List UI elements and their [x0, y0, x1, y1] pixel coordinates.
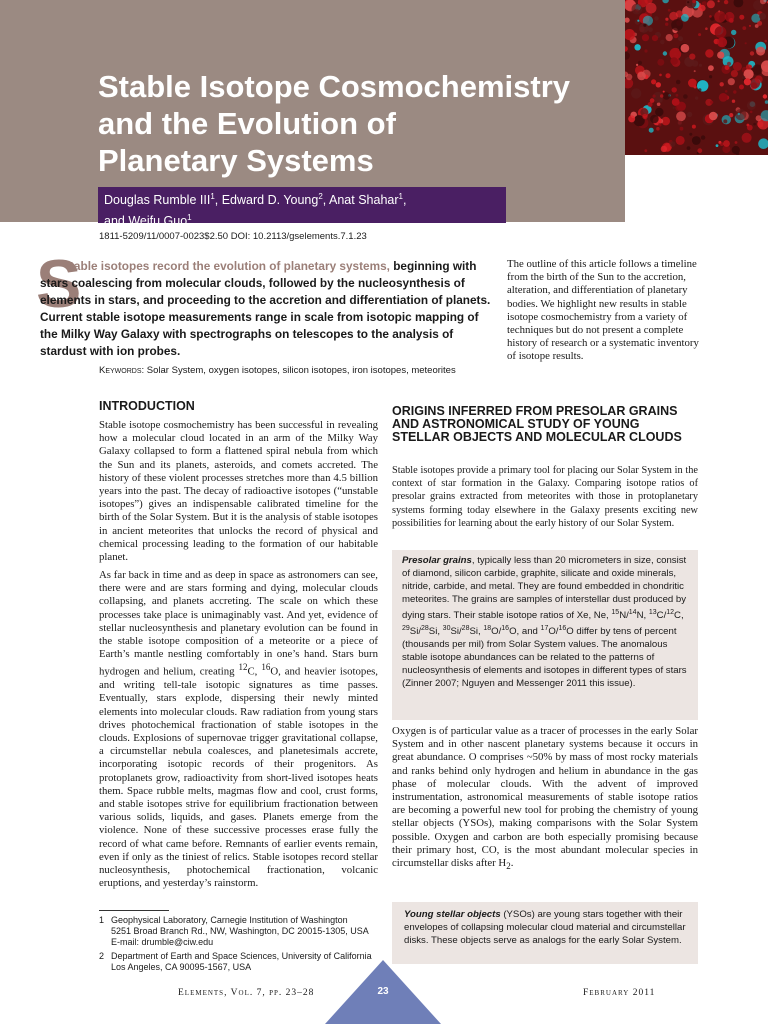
micrograph-speck	[718, 0, 720, 2]
micrograph-speck	[637, 20, 639, 22]
micrograph-speck	[681, 14, 689, 22]
page-number: 23	[377, 986, 389, 997]
isotope-ratio	[402, 626, 443, 637]
micrograph-speck	[757, 21, 762, 26]
element-symbol: C,	[247, 666, 262, 679]
micrograph-speck	[631, 88, 641, 98]
micrograph-speck	[689, 133, 692, 136]
element-symbol: Si/	[409, 626, 421, 638]
micrograph-speck	[731, 70, 738, 77]
micrograph-speck	[729, 113, 733, 117]
micrograph-speck	[636, 64, 638, 66]
micrograph-speck	[646, 3, 657, 14]
text-run: , typically less than 20 micrometers in size, consist of diamond, silicon carbide, graphite, silicate and oxide minerals, nitride, carbide, and metal. They are found embedded in chondritic meteorites. The grains are samples of interstellar dust produced by dying stars. Their stable isotope ratios of Xe, Ne,	[402, 555, 687, 622]
mass-number: 18	[483, 625, 492, 633]
footnote-rule	[99, 910, 169, 911]
abstract-lead: table isotopes record the evolution of planetary systems,	[70, 259, 390, 273]
element-symbol: O/	[548, 626, 559, 638]
section-heading-origins: ORIGINS INFERRED FROM PRESOLAR GRAINS AND ASTRONOMICAL STUDY OF YOUNG STELLAR OBJECTS AND MOLECULAR CLOUDS	[392, 404, 682, 444]
micrograph-speck	[720, 82, 724, 86]
micrograph-speck	[642, 114, 647, 119]
micrograph-speck	[662, 0, 669, 3]
micrograph-speck	[625, 52, 630, 60]
micrograph-speck	[661, 146, 667, 152]
isotope-ratio	[483, 626, 540, 637]
micrograph-speck	[697, 148, 702, 153]
intro-paragraph-2	[99, 569, 378, 890]
micrograph-speck	[683, 94, 688, 99]
micrograph-speck	[632, 4, 643, 15]
micrograph-speck	[756, 47, 765, 56]
micrograph-speck	[742, 76, 745, 79]
micrograph-speck	[659, 74, 662, 77]
micrograph-speck	[671, 19, 683, 31]
micrograph-speck	[678, 36, 683, 41]
micrograph-speck	[657, 102, 661, 106]
micrograph-speck	[677, 121, 682, 126]
author-separator: ,	[402, 193, 407, 208]
micrograph-speck	[687, 146, 691, 150]
sidebar-term: Presolar grains	[402, 555, 472, 566]
micrograph-speck	[710, 101, 713, 104]
micrograph-speck	[652, 35, 658, 41]
micrograph-speck	[720, 142, 724, 146]
micrograph-speck	[749, 25, 751, 27]
element-symbol: O	[566, 626, 574, 638]
element-symbol: N,	[636, 610, 649, 622]
affiliation-marker: 2	[318, 192, 323, 201]
micrograph-speck	[759, 13, 766, 20]
micrograph-speck	[725, 90, 728, 93]
micrograph-speck	[643, 24, 646, 27]
micrograph-speck	[649, 128, 654, 133]
micrograph-speck	[672, 98, 680, 106]
micrograph-speck	[654, 16, 659, 21]
micrograph-speck	[692, 125, 696, 129]
keywords-label: Keywords:	[99, 365, 145, 376]
micrograph-speck	[695, 96, 698, 99]
micrograph-speck	[725, 12, 735, 22]
micrograph-image	[625, 0, 768, 155]
micrograph-speck	[658, 123, 661, 126]
micrograph-speck	[676, 111, 686, 121]
origins-paragraph: Stable isotopes provide a primary tool for placing our Solar System in the context of star formation in the Galaxy. Comparing isotope ratios of presolar grains extracted from meteorites with those in protoplanetary systems forming today elsewhere in the Galaxy presents exciting new possibilities for learning about the early history of our Solar System.	[392, 465, 698, 529]
isotope-ratio	[541, 626, 574, 637]
micrograph-speck	[637, 72, 646, 81]
keywords	[99, 364, 499, 377]
mass-number: 28	[421, 625, 429, 633]
micrograph-speck	[735, 141, 738, 144]
micrograph-speck	[687, 1, 689, 3]
text-run: Oxygen is of particular value as a tracer of processes in the early Solar System and in other nascent planetary systems because it occurs in great abundance. O comprises ~50% by mass of most rocky materials and ranks behind only hydrogen and helium in abundance in the gas phase of molecular clouds. With the advent of improved instrumentation, astronomical measurements of stable isotope ratios are becoming a powerful new tool for probing the chemistry of young stellar objects (YSOs), making comparisons with the Solar System possible. Oxygen and carbon are both especially promising because their primary host, CO, is the most abundant molecular species in circumstellar disks after H	[392, 725, 698, 870]
title-line: Stable Isotope Cosmochemistry	[98, 69, 571, 104]
micrograph-speck	[758, 138, 768, 149]
micrograph-speck	[731, 30, 736, 35]
micrograph-speck	[665, 23, 668, 26]
micrograph-speck	[692, 136, 701, 145]
mass-number: 16	[501, 625, 510, 633]
presolar-grains-sidebar	[392, 550, 698, 720]
mass-number: 13	[648, 609, 657, 616]
micrograph-speck	[746, 64, 752, 70]
micrograph-speck	[681, 44, 690, 53]
text-run: As far back in time and as deep in space as astronomers can see, there were and are stars forming and dying, molecular clouds collapsing, and planets accreting. The scale on which these processes take place is unimaginably vast. And yet, evidence of stellar nucleosynthesis and planetary evolution can be found in the stable isotope composition of a meteorite or a piece of Earth’s mantle nestling comfortably in one’s hand. Stars burn hydrogen and helium, creating	[99, 569, 378, 679]
micrograph-speck	[689, 54, 695, 60]
outline-paragraph: The outline of this article follows a timeline from the birth of the Sun to the accretion, alteration, and differentiation of planetary bodies. We highlight new results in stable isotope cosmochemistry from a variety of techniques but do not present a complete history of research or a systematic inventory of isotope results.	[507, 258, 699, 363]
micrograph-speck	[688, 79, 697, 88]
author-name: Douglas Rumble III	[104, 193, 211, 208]
micrograph-speck	[672, 87, 677, 92]
micrograph-speck	[698, 33, 701, 36]
keywords-list: Solar System, oxygen isotopes, silicon isotopes, iron isotopes, meteorites	[144, 365, 456, 376]
micrograph-speck	[650, 115, 659, 124]
micrograph-speck	[680, 127, 684, 131]
micrograph-speck	[716, 144, 719, 147]
micrograph-speck	[742, 26, 746, 30]
micrograph-speck	[665, 18, 668, 21]
element-symbol: Si,	[428, 626, 443, 638]
micrograph-speck	[708, 65, 714, 71]
micrograph-speck	[724, 0, 728, 4]
micrograph-speck	[715, 26, 727, 38]
text-run: , and heavier isotopes, and writing tell-tale isotopic signatures as time passes. Eventually, stars explode, dispersing their newly minted elements into molecular clouds. Raw radiation from young stars drives photochemical fractionation of stable isotopes in the clouds. Explosions of supernovae trigger gravitational collapse, a circumstellar nebula coalesces, and planetesimals accrete, incorporating isotopic records of their progenitors. As protoplanets grow, radioactivity from short-lived isotopes heats them. Space rubble melts, magmas flow and cool, crust forms, and stable isotopes strive for equilibrium fractionation between various solids, liquids, and gases. Planets emerge from the violence. None of these successive processes erase fully the record of what came before. Remnants of earlier events remain, even if only as the tiniest of relics. Stable isotopes record stellar nucleosynthesis, photochemical fractionation, volcanic eruptions, and yesterday’s rainstorm.	[99, 666, 379, 890]
mass-number: 14	[628, 609, 637, 616]
footnote-line: Department of Earth and Space Sciences, University of California	[111, 951, 372, 961]
micrograph-speck	[701, 135, 705, 139]
micrograph-speck	[764, 40, 767, 43]
micrograph-speck	[644, 49, 647, 52]
micrograph-speck	[670, 141, 676, 147]
micrograph-speck	[733, 62, 742, 71]
micrograph-speck	[755, 76, 763, 84]
mass-number: 15	[611, 609, 620, 616]
footer-date: February 2011	[583, 988, 656, 998]
micrograph-speck	[656, 82, 661, 87]
micrograph-speck	[663, 92, 670, 99]
doi-line: 1811-5209/11/0007-0023$2.50 DOI: 10.2113/gselements.7.1.23	[99, 231, 367, 242]
element-symbol: Si/	[450, 626, 462, 638]
element-symbol: C/	[656, 610, 667, 622]
text-run: differ by tens of percent (thousands per mil) from Solar System values. The anomalous stable isotope abundances can be related to the patterns of nucleosynthesis of elements and isotopes in different types of stars (Zinner 2007; Nguyen and Messenger 2011 this issue).	[402, 626, 687, 690]
micrograph-speck	[709, 75, 712, 78]
affiliation-marker: 1	[398, 192, 403, 201]
micrograph-speck	[625, 46, 628, 51]
micrograph-speck	[763, 94, 767, 98]
micrograph-speck	[707, 0, 715, 8]
footnote-line: Los Angeles, CA 90095-1567, USA	[111, 962, 252, 972]
mass-number: 30	[442, 625, 451, 633]
micrograph-speck	[709, 15, 712, 18]
micrograph-speck	[725, 65, 730, 70]
element-symbol: O/	[491, 626, 502, 638]
mass-number: 12	[238, 662, 248, 673]
micrograph-speck	[717, 52, 724, 59]
mass-number: 29	[402, 625, 410, 633]
micrograph-speck	[666, 73, 671, 78]
micrograph-speck	[655, 108, 663, 116]
mass-number: 17	[540, 625, 549, 633]
element-symbol: Si,	[469, 626, 484, 638]
element-symbol: O, and	[509, 626, 541, 638]
micrograph-speck	[705, 27, 708, 30]
mass-number: 12	[666, 609, 675, 616]
micrograph-speck	[676, 94, 679, 97]
mass-number: 28	[461, 625, 470, 633]
micrograph-speck	[628, 115, 635, 122]
micrograph-speck	[660, 94, 663, 97]
micrograph-speck	[642, 34, 649, 41]
footnote-line: Geophysical Laboratory, Carnegie Institution of Washington	[111, 915, 348, 925]
isotope-ratio	[649, 610, 684, 621]
micrograph-speck	[698, 88, 701, 91]
micrograph-speck	[675, 105, 681, 111]
micrograph-speck	[717, 37, 727, 47]
micrograph-speck	[676, 80, 681, 85]
title-line: and the Evolution of	[98, 106, 396, 141]
micrograph-speck	[694, 70, 696, 72]
micrograph-speck	[673, 33, 678, 38]
hero-image	[625, 0, 768, 155]
micrograph-speck	[753, 123, 756, 126]
isotope-ratio	[443, 626, 484, 637]
micrograph-speck	[660, 40, 665, 45]
micrograph-speck	[648, 27, 653, 32]
micrograph-speck	[732, 100, 735, 103]
element-symbol: O	[270, 666, 279, 679]
micrograph-speck	[742, 133, 752, 143]
section-heading-introduction: INTRODUCTION	[99, 399, 195, 413]
intro-paragraph-1: Stable isotope cosmochemistry has been successful in revealing how a molecular cloud located in an arm of the Milky Way Galaxy collapsed to form a flattened spiral nebula from which the Sun and its planets, asteroids, and comets accreted. The history of these violent processes stretches more than 4.5 billion years into the past. The decay of radioactive isotopes (“unstable isotopes”) gives an indispensable calibrated timeline for the birth of the Solar System. But it is the analysis of stable isotopes in ancient meteorites that unlocks the record of physical and chemical processing leading to the formation of our habitable planet.	[99, 419, 378, 564]
affiliation-marker: 1	[210, 192, 215, 201]
micrograph-speck	[656, 127, 660, 131]
micrograph-speck	[676, 136, 685, 145]
micrograph-speck	[733, 90, 736, 93]
article-title	[98, 68, 618, 179]
micrograph-speck	[625, 18, 630, 23]
micrograph-speck	[650, 98, 655, 103]
micrograph-speck	[739, 85, 744, 90]
micrograph-speck	[732, 146, 740, 154]
affiliation-marker: 1	[187, 213, 192, 223]
footnote	[99, 915, 379, 948]
micrograph-speck	[653, 95, 656, 98]
micrograph-speck	[723, 140, 730, 147]
micrograph-speck	[651, 79, 656, 84]
oxygen-paragraph	[392, 725, 698, 873]
micrograph-speck	[750, 111, 753, 114]
micrograph-speck	[634, 44, 640, 50]
sidebar-term: Young stellar objects	[404, 909, 501, 920]
micrograph-speck	[723, 119, 727, 123]
title-line: Planetary Systems	[98, 143, 374, 178]
micrograph-speck	[728, 78, 735, 85]
micrograph-speck	[666, 34, 673, 41]
text-run: .	[510, 857, 514, 870]
mass-number: 16	[261, 662, 271, 673]
abstract	[40, 258, 492, 360]
micrograph-speck	[750, 51, 754, 55]
micrograph-speck	[727, 62, 731, 66]
micrograph-speck	[734, 0, 744, 7]
micrograph-speck	[657, 59, 664, 66]
footnote-number: 1	[99, 915, 105, 925]
micrograph-speck	[747, 124, 750, 127]
author-name: , Edward D. Young	[214, 193, 319, 208]
author-name: and Weifu Guo	[104, 214, 188, 229]
isotope-ratio	[611, 610, 648, 621]
micrograph-speck	[668, 9, 671, 12]
micrograph-speck	[735, 109, 746, 120]
micrograph-speck	[659, 99, 663, 103]
micrograph-speck	[670, 57, 678, 65]
micrograph-speck	[673, 107, 675, 109]
micrograph-speck	[738, 113, 740, 115]
mass-number: 16	[558, 625, 567, 633]
micrograph-speck	[663, 51, 667, 55]
micrograph-speck	[719, 93, 728, 102]
footer-journal-citation: Elements, Vol. 7, pp. 23–28	[178, 988, 315, 998]
micrograph-speck	[705, 49, 713, 57]
subscript: 2	[506, 861, 511, 872]
element-symbol: N/	[619, 610, 629, 622]
micrograph-speck	[687, 112, 692, 117]
micrograph-speck	[739, 15, 744, 20]
micrograph-speck	[699, 5, 706, 12]
author-name: , Anat Shahar	[322, 193, 399, 208]
micrograph-speck	[714, 11, 726, 23]
footnote-number: 2	[99, 951, 105, 961]
micrograph-speck	[638, 61, 642, 65]
micrograph-speck	[747, 101, 756, 110]
young-stellar-objects-sidebar	[392, 902, 698, 964]
micrograph-speck	[699, 64, 702, 67]
micrograph-speck	[638, 1, 642, 5]
drop-cap: S	[36, 246, 82, 322]
element-symbol: C,	[674, 610, 684, 622]
author-list	[104, 188, 504, 230]
micrograph-speck	[663, 91, 665, 93]
text-run: (YSOs) are young stars together with their envelopes of collapsing molecular cloud material and circumstellar disks. These objects serve as analogs for the early Solar System.	[404, 909, 686, 946]
abstract-text: beginning with stars coalescing from molecular clouds, followed by the nucleosynthesis of elements in stars, and proceeding to the accretion and differentiation of planets. Current stable isotope measurements range in scale from isotopic mapping of the Milky Way Galaxy with spectrographs on telescopes to the analysis of stardust with ion probes.	[40, 259, 491, 358]
micrograph-speck	[709, 112, 718, 121]
micrograph-speck	[744, 78, 751, 85]
footnote-line: 5251 Broad Branch Rd., NW, Washington, DC 20015-1305, USA	[111, 926, 369, 936]
micrograph-speck	[745, 42, 747, 44]
footnote-email[interactable]: E-mail: drumble@ciw.edu	[111, 937, 214, 947]
micrograph-speck	[644, 149, 647, 152]
